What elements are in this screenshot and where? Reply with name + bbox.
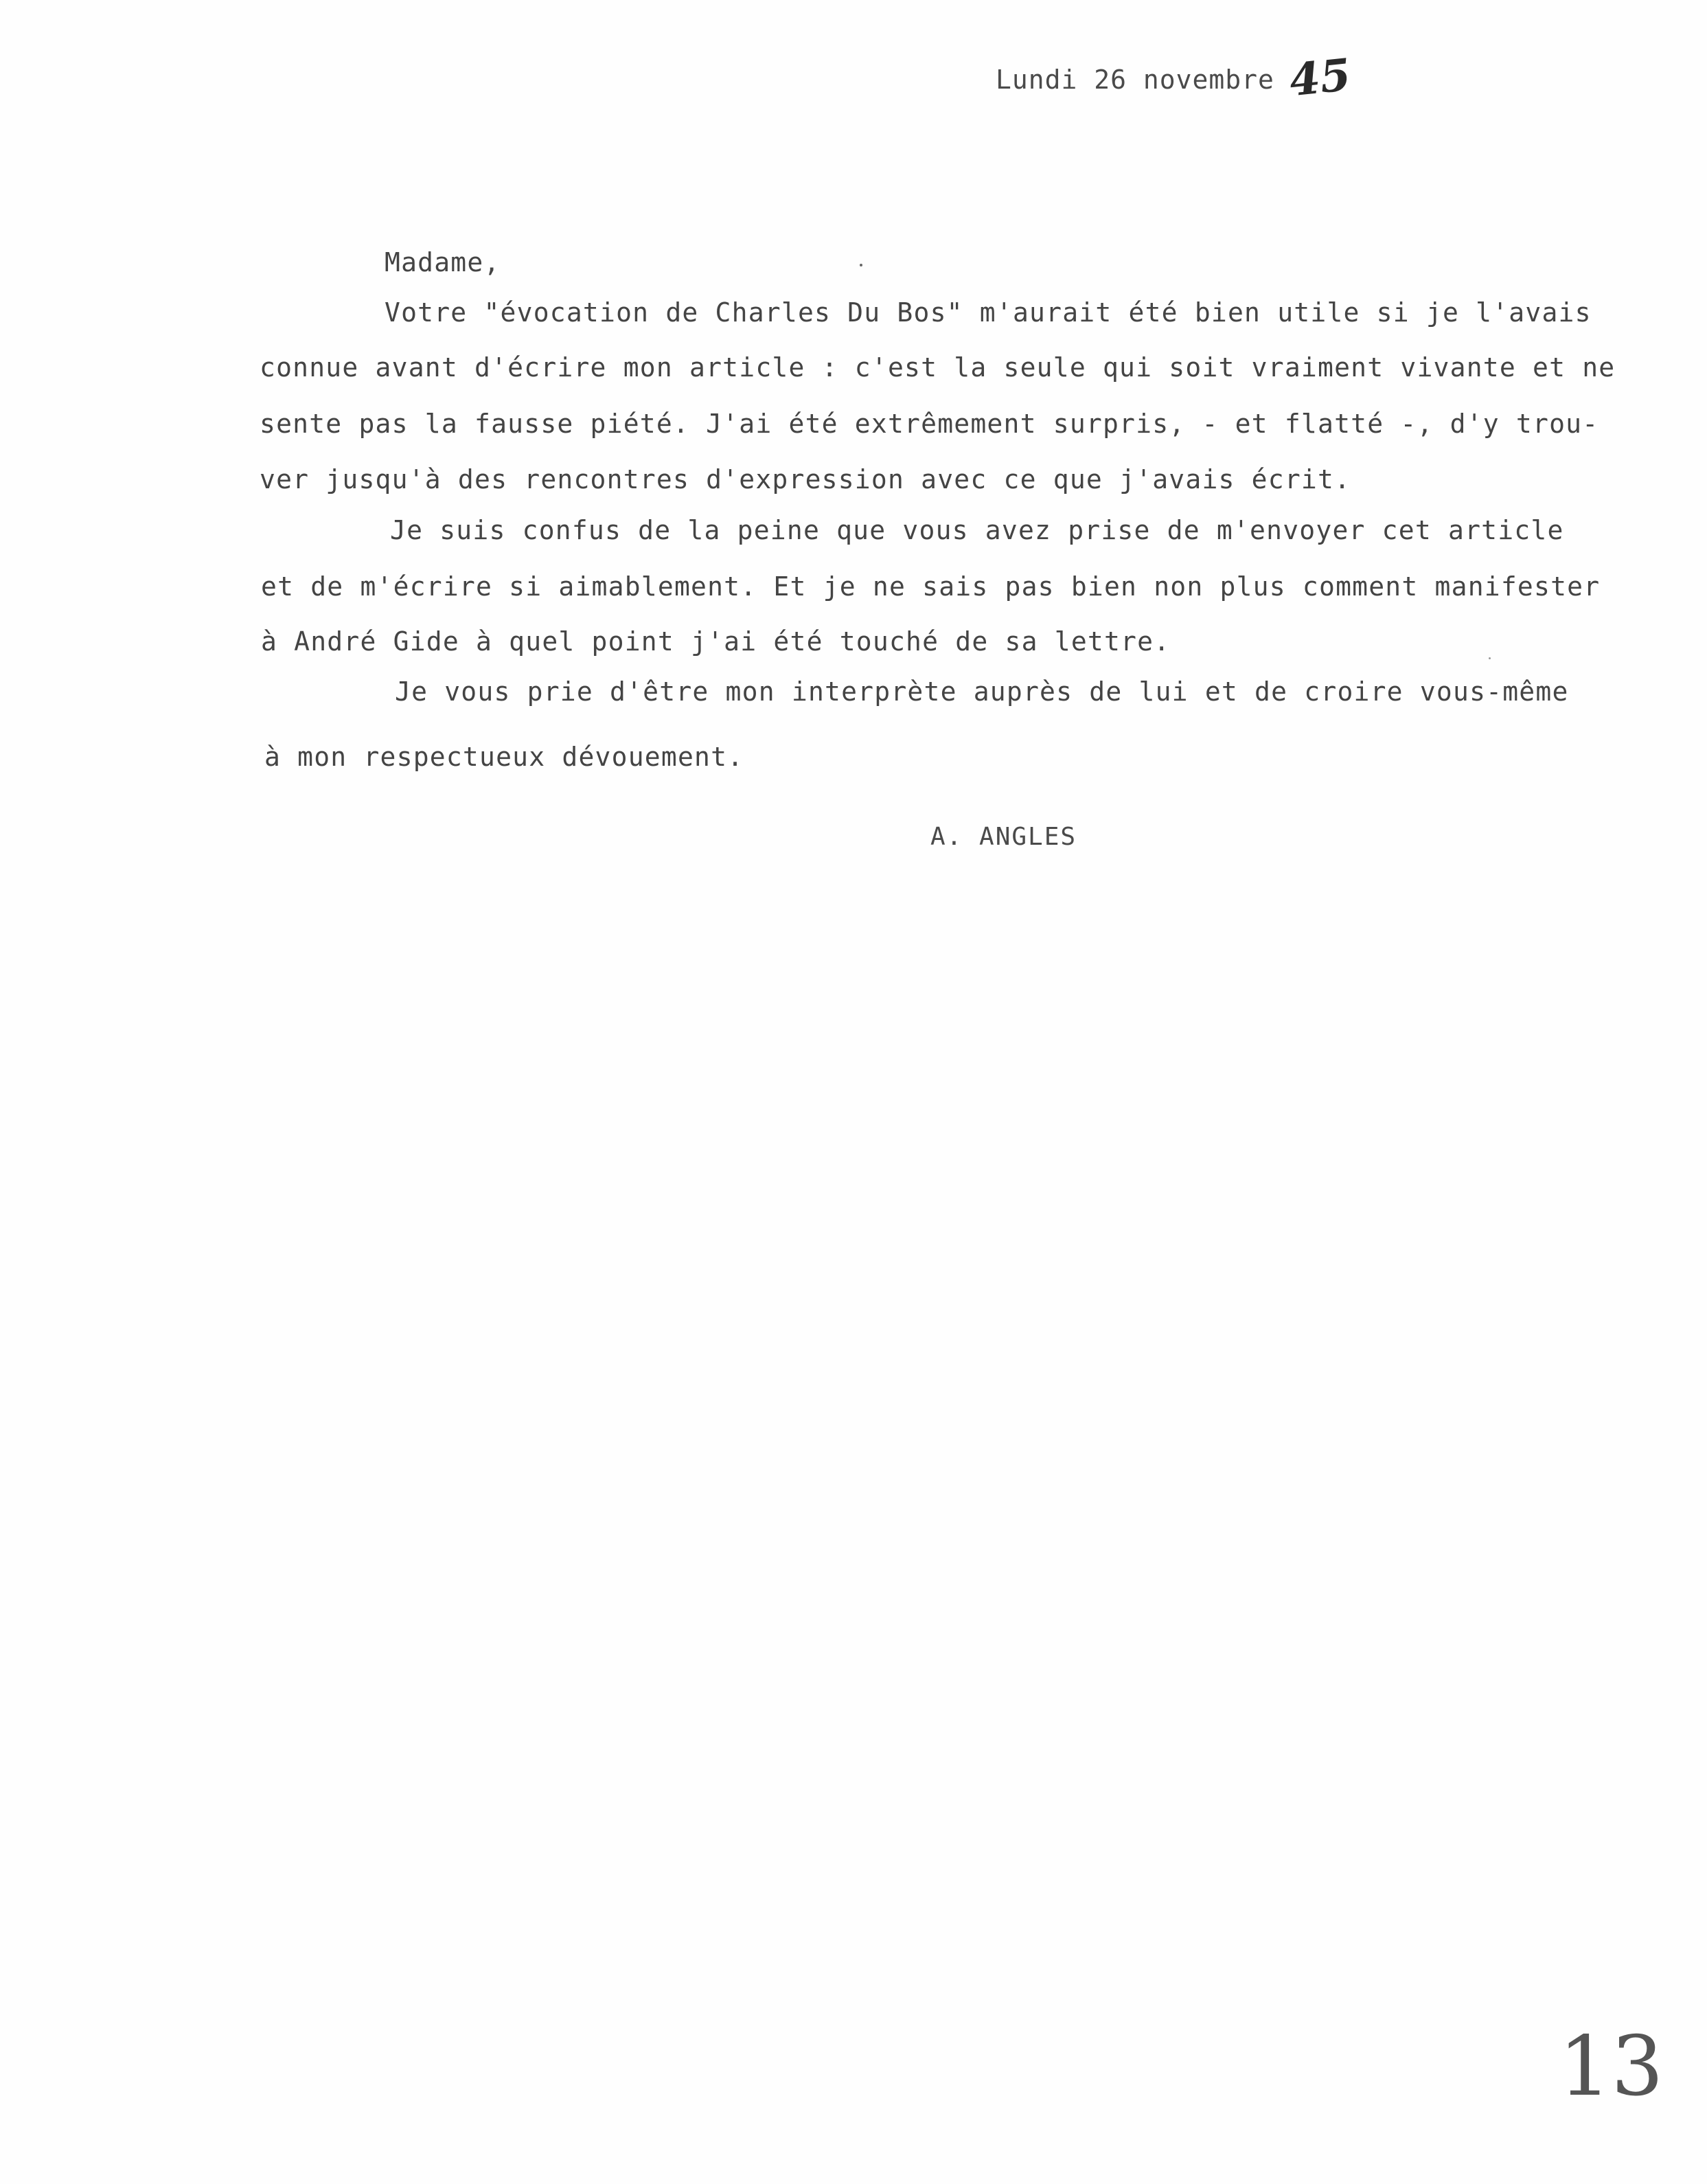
paper-speck xyxy=(1489,657,1491,659)
body-line: Votre "évocation de Charles Du Bos" m'aurait été bien utile si je l'avais xyxy=(385,297,1592,328)
body-line: et de m'écrire si aimablement. Et je ne sais pas bien non plus comment manifester xyxy=(261,571,1601,602)
body-line: sente pas la fausse piété. J'ai été extrêmement surpris, - et flatté -, d'y trou- xyxy=(260,409,1599,439)
body-line: à André Gide à quel point j'ai été touché de sa lettre. xyxy=(261,626,1171,657)
body-line: ver jusqu'à des rencontres d'expression avec ce que j'avais écrit. xyxy=(260,464,1351,494)
body-line: Je vous prie d'être mon interprète auprès de lui et de croire vous-même xyxy=(395,676,1569,707)
letter-date: Lundi 26 novembre xyxy=(996,65,1274,95)
date-line xyxy=(996,48,1353,107)
handwritten-folio-number: 13 xyxy=(1559,2019,1664,2115)
body-line: à mon respectueux dévouement. xyxy=(264,742,744,772)
signature: A. ANGLES xyxy=(930,823,1077,851)
body-line: connue avant d'écrire mon article : c'est la seule qui soit vraiment vivante et ne xyxy=(260,352,1616,383)
handwritten-year: 45 xyxy=(1287,49,1353,107)
paper-speck xyxy=(860,264,862,266)
body-line: Je suis confus de la peine que vous avez prise de m'envoyer cet article xyxy=(390,515,1564,545)
salutation: Madame, xyxy=(385,247,501,277)
